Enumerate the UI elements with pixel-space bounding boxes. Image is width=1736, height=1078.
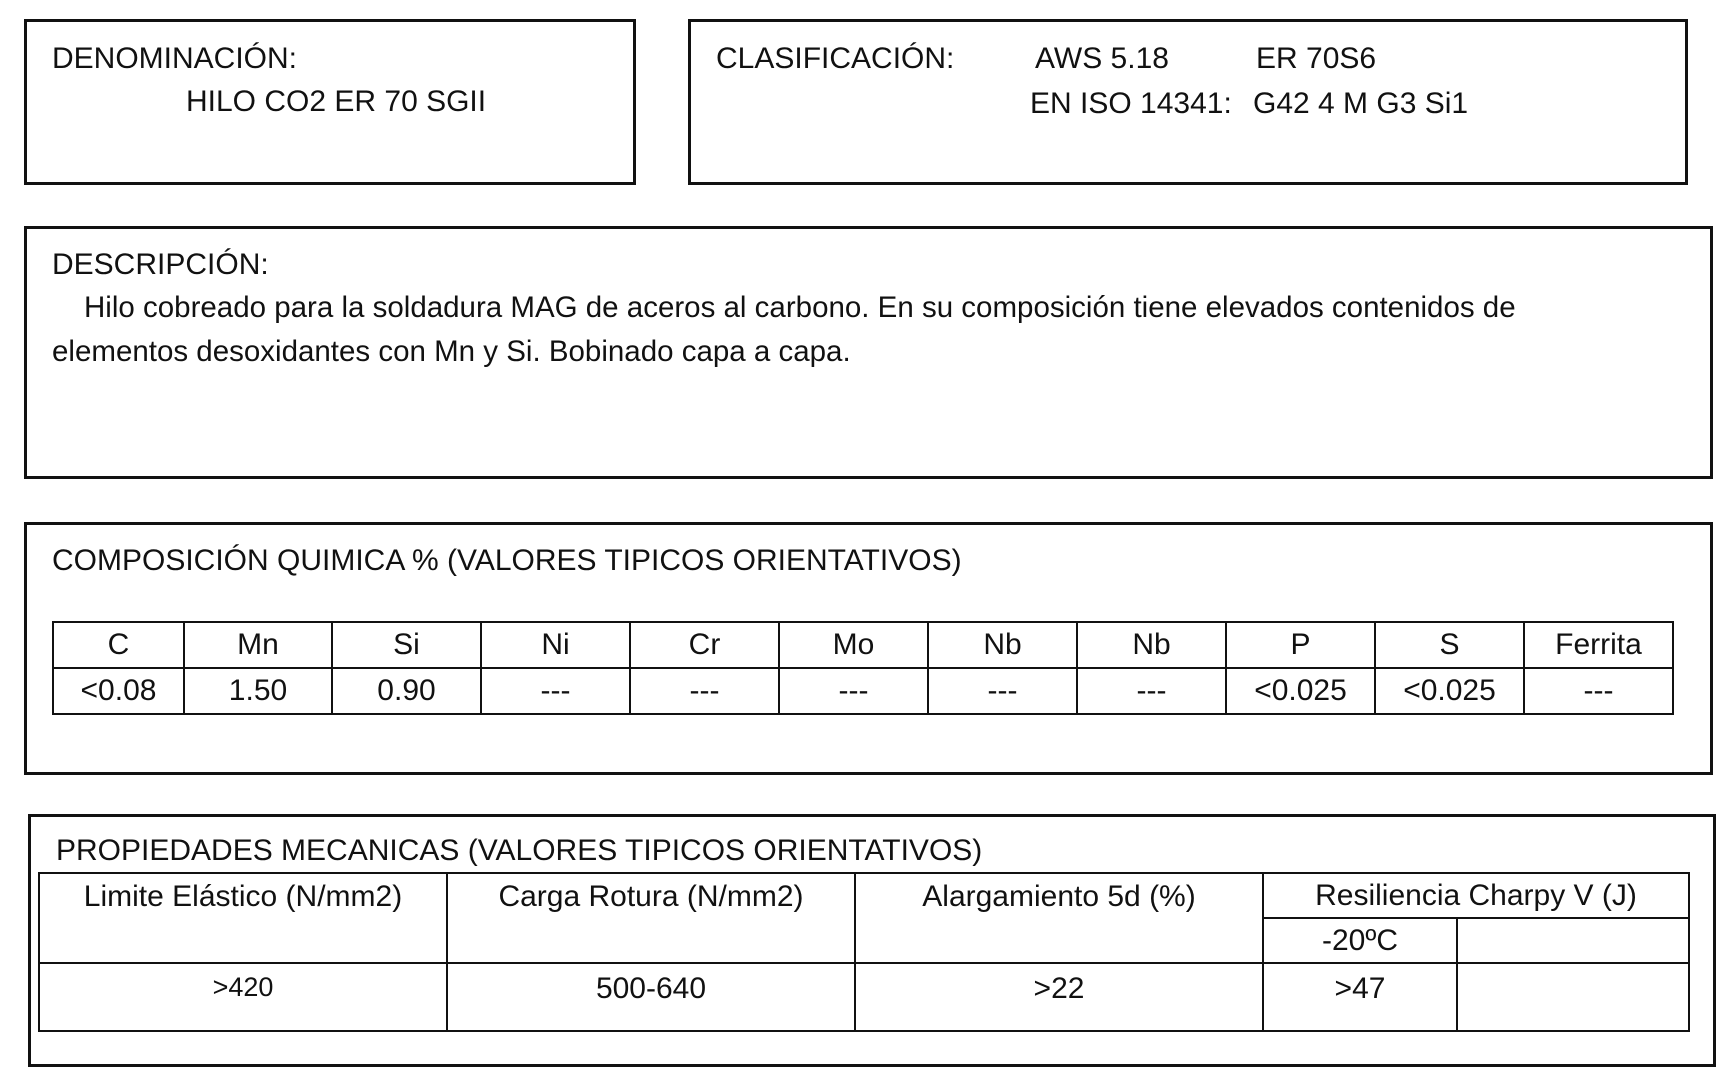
element-header: Mo xyxy=(779,622,928,668)
element-value: 0.90 xyxy=(332,668,481,714)
resiliencia-temp-header: -20ºC xyxy=(1263,918,1457,963)
element-header: Cr xyxy=(630,622,779,668)
element-header: Ferrita xyxy=(1524,622,1673,668)
element-value: --- xyxy=(1077,668,1226,714)
element-header: S xyxy=(1375,622,1524,668)
clasificacion-iso-standard: EN ISO 14341: xyxy=(1030,87,1232,120)
denominacion-value: HILO CO2 ER 70 SGII xyxy=(186,85,487,118)
alargamiento-header: Alargamiento 5d (%) xyxy=(855,873,1263,963)
element-value: <0.025 xyxy=(1226,668,1375,714)
element-header: Nb xyxy=(1077,622,1226,668)
resiliencia-empty-value xyxy=(1457,963,1689,1031)
limite-elastico-value: >420 xyxy=(39,963,447,1031)
composicion-header-row xyxy=(53,622,1673,668)
propiedades-box xyxy=(28,814,1716,1067)
composicion-table xyxy=(52,621,1674,715)
descripcion-line-2: elementos desoxidantes con Mn y Si. Bobinado capa a capa. xyxy=(52,335,851,368)
composicion-value-row xyxy=(53,668,1673,714)
propiedades-title: PROPIEDADES MECANICAS (VALORES TIPICOS ORIENTATIVOS) xyxy=(56,834,983,867)
element-header: Ni xyxy=(481,622,630,668)
element-value: <0.08 xyxy=(53,668,184,714)
composicion-box xyxy=(24,522,1713,775)
element-header: Si xyxy=(332,622,481,668)
element-header: Nb xyxy=(928,622,1077,668)
element-value: 1.50 xyxy=(184,668,332,714)
element-value: <0.025 xyxy=(1375,668,1524,714)
carga-rotura-value: 500-640 xyxy=(447,963,855,1031)
resiliencia-value: >47 xyxy=(1263,963,1457,1031)
clasificacion-aws-value: ER 70S6 xyxy=(1256,42,1377,75)
resiliencia-header: Resiliencia Charpy V (J) xyxy=(1263,873,1689,918)
clasificacion-label: CLASIFICACIÓN: xyxy=(716,42,955,75)
descripcion-line-1: Hilo cobreado para la soldadura MAG de aceros al carbono. En su composición tiene elevados contenidos de xyxy=(84,291,1516,324)
element-value: --- xyxy=(481,668,630,714)
element-value: --- xyxy=(630,668,779,714)
clasificacion-aws-standard: AWS 5.18 xyxy=(1035,42,1169,75)
resiliencia-empty-header xyxy=(1457,918,1689,963)
element-value: --- xyxy=(1524,668,1673,714)
element-value: --- xyxy=(928,668,1077,714)
denominacion-box xyxy=(24,19,636,185)
limite-elastico-header: Limite Elástico (N/mm2) xyxy=(39,873,447,963)
element-header: P xyxy=(1226,622,1375,668)
propiedades-table xyxy=(38,872,1690,1032)
descripcion-label: DESCRIPCIÓN: xyxy=(52,248,269,281)
alargamiento-value: >22 xyxy=(855,963,1263,1031)
element-header: C xyxy=(53,622,184,668)
denominacion-label: DENOMINACIÓN: xyxy=(52,42,298,75)
clasificacion-box xyxy=(688,19,1688,185)
clasificacion-iso-value: G42 4 M G3 Si1 xyxy=(1253,87,1469,120)
composicion-title: COMPOSICIÓN QUIMICA % (VALORES TIPICOS ORIENTATIVOS) xyxy=(52,544,962,577)
propiedades-value-row xyxy=(39,963,1689,1031)
element-header: Mn xyxy=(184,622,332,668)
propiedades-header-row xyxy=(39,873,1689,918)
element-value: --- xyxy=(779,668,928,714)
carga-rotura-header: Carga Rotura (N/mm2) xyxy=(447,873,855,963)
descripcion-box xyxy=(24,226,1713,479)
